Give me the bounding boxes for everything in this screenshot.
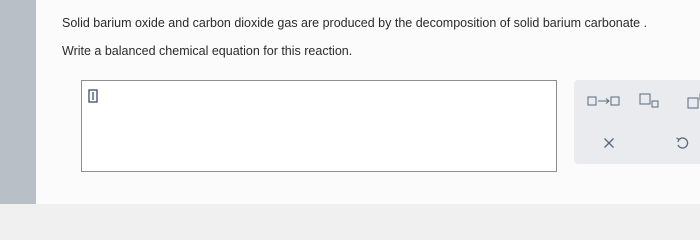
left-sidebar-strip	[0, 0, 36, 204]
equation-answer-input[interactable]	[81, 80, 557, 172]
reaction-arrow-button[interactable]	[584, 90, 624, 112]
text-cursor-icon	[88, 89, 98, 103]
equation-toolbar	[574, 80, 700, 164]
question-prompt: Solid barium oxide and carbon dioxide gas are produced by the decomposition of solid barium carbonate .	[62, 16, 648, 30]
superscript-button[interactable]	[682, 90, 700, 112]
undo-button[interactable]	[667, 132, 697, 154]
x-icon	[603, 137, 615, 149]
clear-button[interactable]	[594, 132, 624, 154]
question-instruction: Write a balanced chemical equation for this reaction.	[62, 44, 353, 58]
box-arrow-box-icon	[587, 95, 621, 107]
subscript-box-icon	[639, 93, 659, 109]
undo-arrow-icon	[675, 136, 689, 150]
superscript-box-icon	[687, 93, 700, 109]
subscript-button[interactable]	[634, 90, 664, 112]
